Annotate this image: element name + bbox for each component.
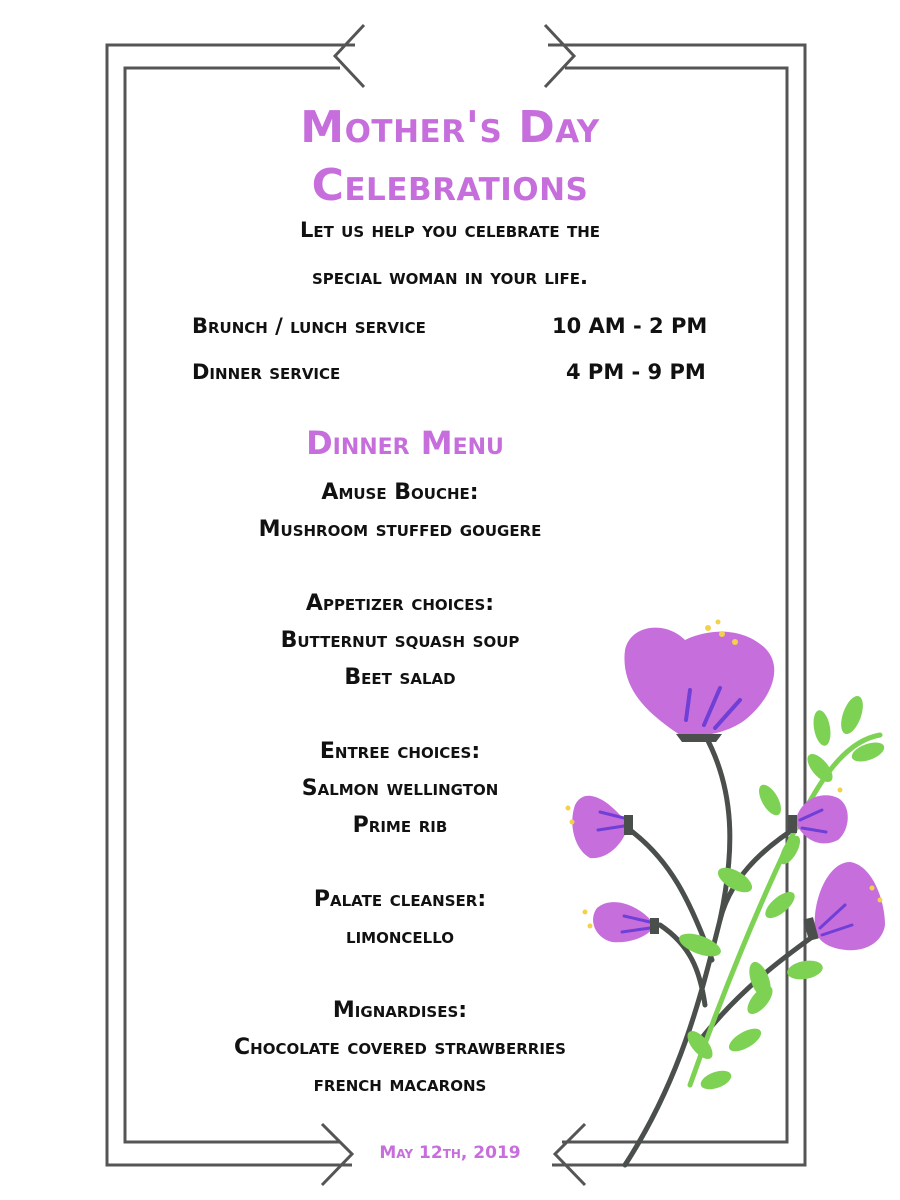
intro-line-1: Let us help you celebrate the bbox=[299, 218, 600, 242]
service-name-brunch: Brunch / lunch service bbox=[192, 314, 426, 338]
menu-heading: Mignardises: bbox=[332, 998, 468, 1023]
menu-item: limoncello bbox=[346, 924, 454, 949]
service-time-brunch: 10 AM - 2 PM bbox=[552, 314, 708, 338]
title-line-1: Mother's Day bbox=[300, 102, 600, 153]
menu-heading: Appetizer choices: bbox=[305, 591, 495, 616]
event-date: May 12th, 2019 bbox=[379, 1143, 521, 1163]
title-line-2: Celebrations bbox=[311, 160, 589, 211]
menu-item: Chocolate covered strawberries bbox=[234, 1035, 566, 1060]
service-time-dinner: 4 PM - 9 PM bbox=[566, 360, 706, 384]
menu-title: Dinner Menu bbox=[306, 424, 504, 462]
menu-heading: Entree choices: bbox=[319, 739, 481, 764]
menu-item: Mushroom stuffed gougere bbox=[258, 517, 542, 542]
menu-item: Beet salad bbox=[344, 665, 456, 690]
menu-item: Salmon wellington bbox=[301, 776, 499, 801]
menu-item: french macarons bbox=[313, 1072, 487, 1097]
menu-heading: Palate cleanser: bbox=[313, 887, 487, 912]
menu-item: Prime rib bbox=[352, 813, 448, 838]
intro-line-2: special woman in your life. bbox=[312, 265, 588, 289]
menu-heading: Amuse Bouche: bbox=[321, 480, 479, 505]
service-name-dinner: Dinner service bbox=[192, 360, 341, 384]
menu-item: Butternut squash soup bbox=[280, 628, 520, 653]
